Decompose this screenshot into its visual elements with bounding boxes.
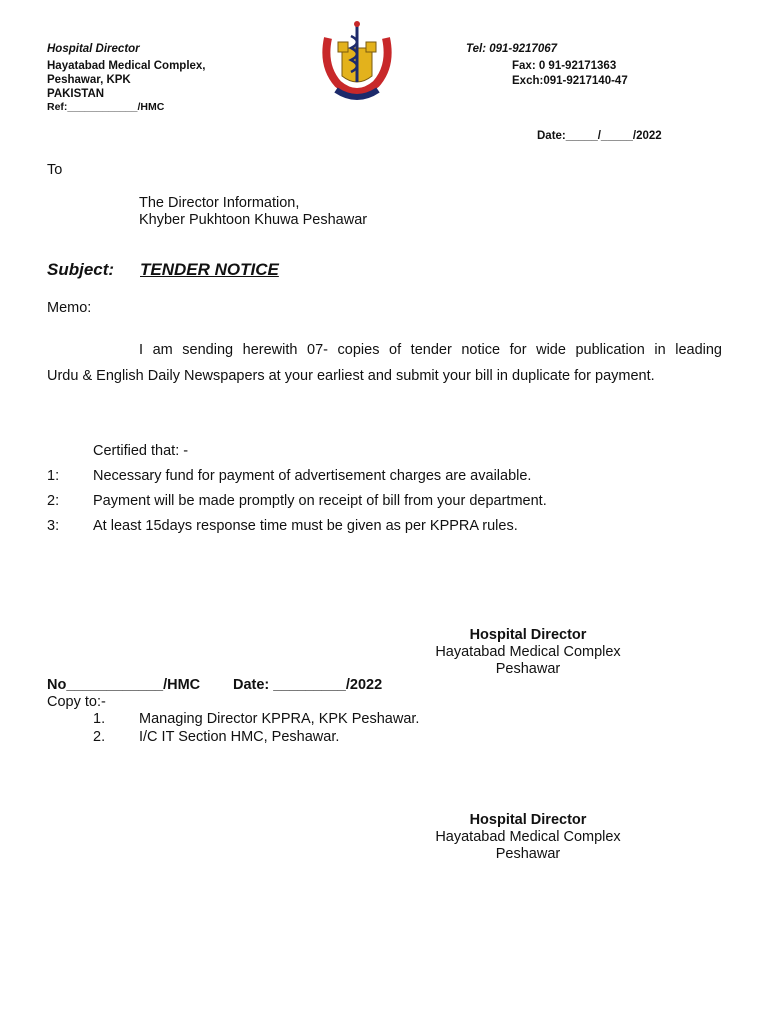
point-1-text: Necessary fund for payment of advertisement charges are available. xyxy=(93,468,532,484)
logo-emblem-icon xyxy=(318,18,396,104)
signature-2-title: Hospital Director xyxy=(469,812,587,828)
copy-2-text: I/C IT Section HMC, Peshawar. xyxy=(139,729,340,745)
point-1-number: 1: xyxy=(47,468,60,484)
date-line: Date:_____/_____/2022 xyxy=(537,130,662,142)
signature-1-city: Peshawar xyxy=(495,661,561,677)
subject-text: TENDER NOTICE xyxy=(140,260,279,279)
header-title: Hospital Director xyxy=(47,43,140,55)
header-address-2: Peshawar, KPK xyxy=(47,74,131,86)
signature-block-2 xyxy=(408,812,648,863)
signature-2-city: Peshawar xyxy=(495,846,561,862)
signature-2-org: Hayatabad Medical Complex xyxy=(435,829,621,845)
copy-1-text: Managing Director KPPRA, KPK Peshawar. xyxy=(139,711,420,727)
point-3-text: At least 15days response time must be given as per KPPRA rules. xyxy=(93,518,518,534)
copy-to-label: Copy to:- xyxy=(47,694,106,710)
signature-1-org: Hayatabad Medical Complex xyxy=(435,644,621,660)
recipient-line-2: Khyber Pukhtoon Khuwa Peshawar xyxy=(139,212,368,228)
copy-1-number: 1. xyxy=(93,711,106,727)
hospital-logo xyxy=(318,18,396,104)
subject-label: Subject: xyxy=(47,260,115,279)
ref-line: Ref:____________/HMC xyxy=(47,101,165,113)
certified-label: Certified that: - xyxy=(93,443,189,459)
to-label: To xyxy=(47,162,63,178)
paragraph-line-2: Urdu & English Daily Newspapers at your earliest and submit your bill in duplicate for payment. xyxy=(47,368,655,384)
signature-1-title: Hospital Director xyxy=(469,627,587,643)
header-exch: Exch:091-9217140-47 xyxy=(512,75,628,87)
copy-2-number: 2. xyxy=(93,729,106,745)
paragraph-line-1: I am sending herewith 07- copies of tender notice for wide publication in leading xyxy=(139,342,722,358)
header-address-1: Hayatabad Medical Complex, xyxy=(47,60,206,72)
point-2-text: Payment will be made promptly on receipt of bill from your department. xyxy=(93,493,547,509)
footer-no: No____________/HMC xyxy=(47,677,201,693)
header-fax: Fax: 0 91-92171363 xyxy=(512,60,617,72)
header-tel: Tel: 091-9217067 xyxy=(466,43,558,55)
recipient-line-1: The Director Information, xyxy=(139,195,300,211)
point-2-number: 2: xyxy=(47,493,60,509)
footer-date: Date: _________/2022 xyxy=(233,677,383,693)
point-3-number: 3: xyxy=(47,518,60,534)
header-address-3: PAKISTAN xyxy=(47,88,105,100)
signature-block-1 xyxy=(408,627,648,678)
memo-label: Memo: xyxy=(47,300,92,316)
